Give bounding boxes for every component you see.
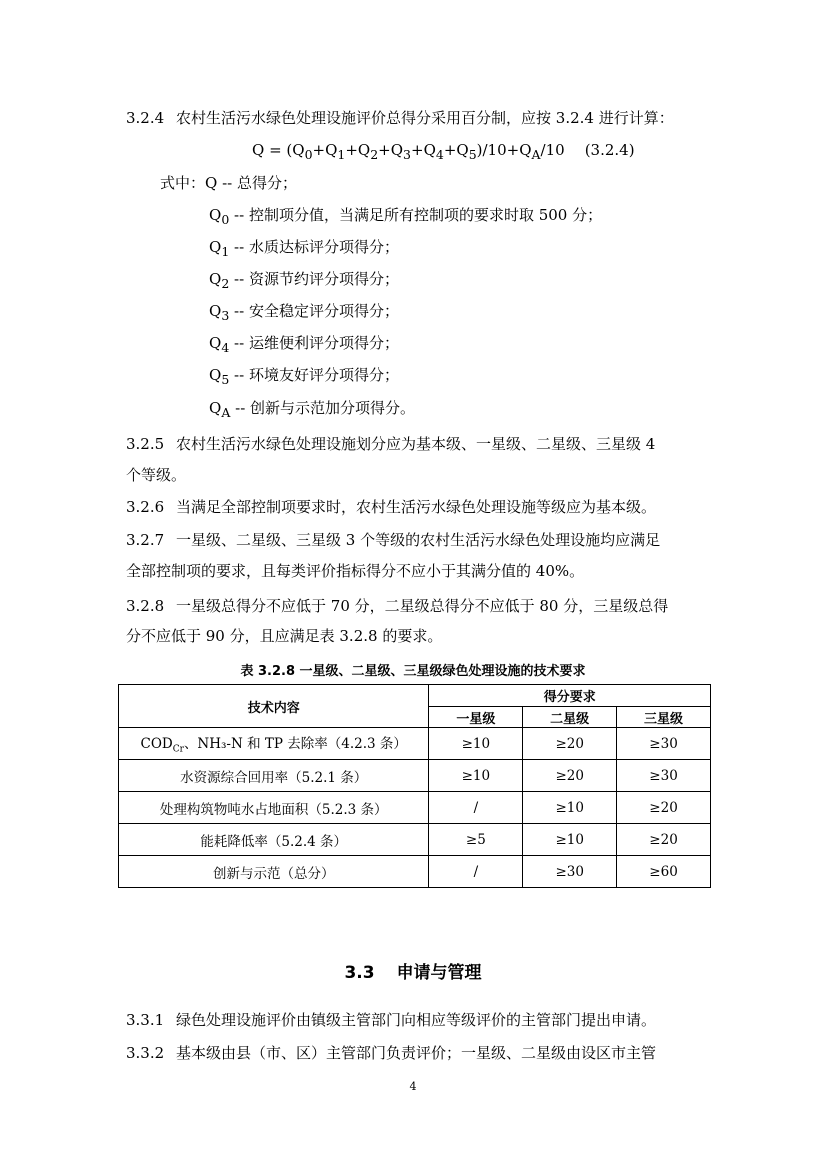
table-cell: ≥20 bbox=[523, 728, 617, 760]
header-score-requirement: 得分要求 bbox=[429, 685, 711, 707]
clause-text: 绿色处理设施评价由镇级主管部门向相应等级评价的主管部门提出申请。 bbox=[176, 1011, 657, 1029]
table-cell: ≥10 bbox=[523, 792, 617, 824]
table-cell: ≥60 bbox=[617, 856, 711, 888]
table-cell: ≥10 bbox=[523, 824, 617, 856]
clause-text: 基本级由县（市、区）主管部门负责评价；一星级、二星级由设区市主管 bbox=[176, 1044, 657, 1062]
clause-3-3-2 bbox=[126, 1042, 712, 1064]
clause-number: 3.2.6 bbox=[126, 498, 165, 516]
clause-3-2-8-cont bbox=[126, 625, 712, 647]
item-subscript: Cr bbox=[172, 744, 184, 755]
where-label: 式中： bbox=[160, 174, 206, 192]
clause-3-2-8 bbox=[126, 595, 712, 617]
var-line-q2 bbox=[209, 268, 399, 295]
var-line-qa bbox=[209, 397, 415, 424]
table-cell-item: 能耗降低率（5.2.4 条） bbox=[119, 824, 429, 856]
clause-number: 3.2.5 bbox=[126, 435, 165, 453]
var-line-q3 bbox=[209, 300, 399, 327]
header-level-2: 二星级 bbox=[523, 707, 617, 728]
table-row bbox=[119, 760, 711, 792]
var-subscript: 0 bbox=[221, 212, 230, 227]
clause-text: 一星级总得分不应低于 70 分，二星级总得分不应低于 80 分，三星级总得 bbox=[176, 597, 669, 615]
where-line bbox=[160, 172, 297, 194]
table-title: 表 3.2.8 一星级、二星级、三星级绿色处理设施的技术要求 bbox=[240, 664, 586, 679]
var-symbol: Q bbox=[209, 206, 222, 224]
var-description: -- 安全稳定评分项得分； bbox=[234, 302, 399, 320]
table-cell: ≥10 bbox=[429, 728, 523, 760]
table-cell: ≥10 bbox=[429, 760, 523, 792]
var-symbol: Q bbox=[209, 238, 222, 256]
clause-text: 农村生活污水绿色处理设施划分应为基本级、一星级、二星级、三星级 4 bbox=[176, 435, 656, 453]
table-cell: ≥20 bbox=[523, 760, 617, 792]
var-subscript: A bbox=[221, 405, 231, 420]
var-symbol: Q bbox=[209, 366, 222, 384]
clause-number: 3.2.8 bbox=[126, 597, 165, 615]
item-text: COD bbox=[140, 736, 173, 753]
table-cell: ≥20 bbox=[617, 824, 711, 856]
table-cell: ≥20 bbox=[617, 792, 711, 824]
section-number: 3.3 bbox=[344, 963, 375, 983]
table-cell: / bbox=[429, 856, 523, 888]
var-symbol: Q bbox=[205, 174, 218, 192]
var-description: -- 环境友好评分项得分； bbox=[234, 366, 399, 384]
clause-text: 农村生活污水绿色处理设施评价总得分采用百分制，应按 3.2.4 进行计算： bbox=[176, 109, 674, 127]
var-line-q5 bbox=[209, 364, 399, 391]
item-text: 、NH₃-N 和 TP 去除率（4.2.3 条） bbox=[183, 736, 407, 753]
table-cell-item: 处理构筑物吨水占地面积（5.2.3 条） bbox=[119, 792, 429, 824]
table-cell: ≥30 bbox=[523, 856, 617, 888]
var-line-q4 bbox=[209, 332, 399, 359]
var-description: -- 水质达标评分项得分； bbox=[234, 238, 399, 256]
var-description: -- 控制项分值，当满足所有控制项的要求时取 500 分； bbox=[234, 206, 603, 224]
var-subscript: 3 bbox=[221, 308, 230, 323]
table-cell: / bbox=[429, 792, 523, 824]
formula-number: (3.2.4) bbox=[584, 141, 635, 159]
header-level-3: 三星级 bbox=[617, 707, 711, 728]
var-subscript: 2 bbox=[221, 276, 230, 291]
table-row bbox=[119, 728, 711, 760]
var-symbol: Q bbox=[209, 399, 222, 417]
var-line-q1 bbox=[209, 236, 399, 263]
clause-3-2-7-cont bbox=[126, 560, 712, 582]
clause-3-2-5-cont bbox=[126, 464, 712, 486]
header-technical-content: 技术内容 bbox=[119, 685, 429, 728]
clause-text: 当满足全部控制项要求时，农村生活污水绿色处理设施等级应为基本级。 bbox=[176, 498, 657, 516]
var-subscript: 4 bbox=[221, 340, 230, 355]
clause-text: 全部控制项的要求，且每类评价指标得分不应小于其满分值的 40%。 bbox=[126, 562, 585, 580]
clause-3-2-6 bbox=[126, 496, 712, 518]
clause-3-2-4 bbox=[126, 107, 712, 129]
clause-number: 3.2.7 bbox=[126, 531, 165, 549]
table-row bbox=[119, 792, 711, 824]
var-subscript: 1 bbox=[221, 244, 230, 259]
page-number: 4 bbox=[409, 1080, 417, 1093]
clause-3-3-1 bbox=[126, 1009, 712, 1031]
table-cell-item: 创新与示范（总分） bbox=[119, 856, 429, 888]
formula-3-2-4 bbox=[252, 141, 635, 162]
formula-expression: $Q = (Q_0+Q_1+Q_2+Q_3+Q_4+Q_5)/10+Q_A/10$ bbox=[252, 141, 565, 162]
table-row bbox=[119, 856, 711, 888]
requirements-table bbox=[118, 684, 711, 888]
var-subscript: 5 bbox=[221, 372, 230, 387]
clause-3-2-5 bbox=[126, 433, 712, 455]
var-description: -- 资源节约评分项得分； bbox=[234, 270, 399, 288]
clause-number: 3.3.2 bbox=[126, 1044, 165, 1062]
clause-number: 3.2.4 bbox=[126, 109, 165, 127]
var-symbol: Q bbox=[209, 270, 222, 288]
clause-text: 分不应低于 90 分，且应满足表 3.2.8 的要求。 bbox=[126, 627, 443, 645]
section-title: 申请与管理 bbox=[396, 963, 482, 983]
table-cell: ≥5 bbox=[429, 824, 523, 856]
var-symbol: Q bbox=[209, 334, 222, 352]
var-description: -- 运维便利评分项得分； bbox=[234, 334, 399, 352]
table-cell-item: 水资源综合回用率（5.2.1 条） bbox=[119, 760, 429, 792]
table-cell: ≥30 bbox=[617, 760, 711, 792]
table-row bbox=[119, 824, 711, 856]
var-description: -- 总得分； bbox=[222, 174, 298, 192]
table-cell: ≥30 bbox=[617, 728, 711, 760]
section-heading-3-3 bbox=[0, 958, 826, 983]
header-level-1: 一星级 bbox=[429, 707, 523, 728]
table-cell-item bbox=[119, 728, 429, 760]
var-line-q0 bbox=[209, 204, 602, 231]
clause-number: 3.3.1 bbox=[126, 1011, 165, 1029]
clause-text: 个等级。 bbox=[126, 466, 187, 484]
clause-3-2-7 bbox=[126, 529, 712, 551]
var-description: -- 创新与示范加分项得分。 bbox=[235, 399, 416, 417]
clause-text: 一星级、二星级、三星级 3 个等级的农村生活污水绿色处理设施均应满足 bbox=[176, 531, 661, 549]
var-symbol: Q bbox=[209, 302, 222, 320]
